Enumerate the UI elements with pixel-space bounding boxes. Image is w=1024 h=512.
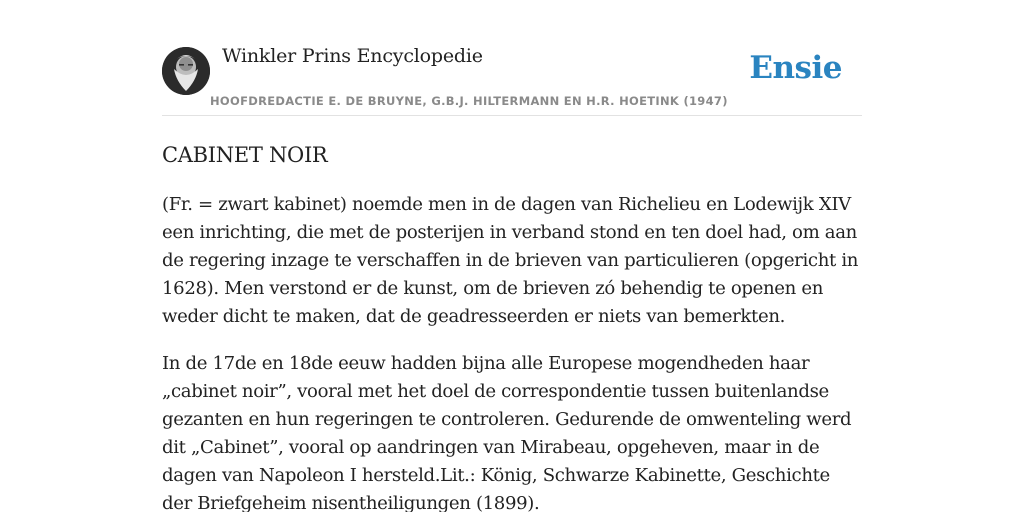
avatar <box>162 47 210 95</box>
article-paragraph: In de 17de en 18de eeuw hadden bijna alle Europese mogendheden haar „cabinet noir”, vooral met het doel de correspondentie tussen buitenlandse gezanten en hun regeringen te controleren. Gedurende de omwenteling werd dit „Cabinet”, vooral op aandringen van Mirabeau, opgeheven, maar in de dagen van Napoleon I hersteld.Lit.: König, Schwarze Kabinette, Geschichte der Briefgeheim nisentheiligungen (1899). <box>162 353 852 512</box>
bearded-man-portrait-icon <box>162 47 210 95</box>
ensie-logo[interactable]: Ensie <box>749 50 842 86</box>
article-title: CABINET NOIR <box>162 143 328 167</box>
editors-credit: HOOFDREDACTIE E. DE BRUYNE, G.B.J. HILTERMANN EN H.R. HOETINK (1947) <box>210 94 728 108</box>
source-header <box>162 0 862 116</box>
article <box>162 140 862 512</box>
source-title[interactable]: Winkler Prins Encyclopedie <box>222 45 483 67</box>
article-paragraph: (Fr. = zwart kabinet) noemde men in de dagen van Richelieu en Lodewijk XIV een inrichting, die met de posterijen in verband stond en ten doel had, om aan de regering inzage te verschaffen in de brieven van particulieren (opgericht in 1628). Men verstond er de kunst, om de brieven zó behendig te openen en weder dicht te maken, dat de geadresseerden er niets van bemerkten. <box>162 194 859 327</box>
